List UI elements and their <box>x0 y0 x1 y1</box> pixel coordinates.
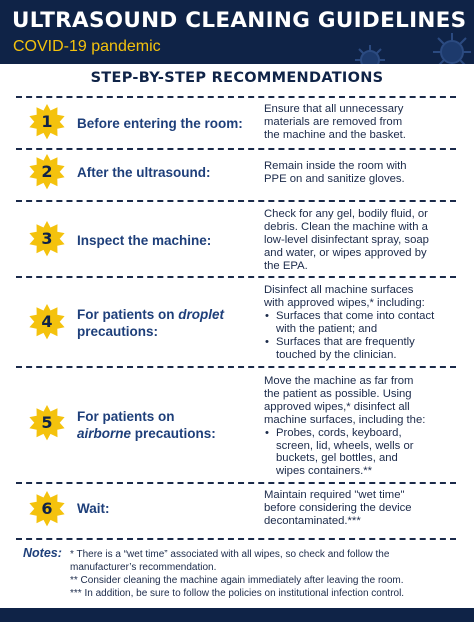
note-line: ** Consider cleaning the machine again immediately after leaving the room. <box>70 575 404 586</box>
step-label: For patients on droplet precautions: <box>77 307 224 339</box>
sun-badge-icon <box>28 405 66 443</box>
divider <box>16 200 456 202</box>
svg-text:1: 1 <box>41 112 53 131</box>
divider <box>16 276 456 278</box>
bullet-item: • Surfaces that are frequently touched by the clinician. <box>264 336 464 362</box>
step-number-badge <box>28 304 66 342</box>
svg-text:2: 2 <box>41 162 53 181</box>
virus-icon <box>352 42 388 64</box>
step-label: After the ultrasound: <box>77 165 211 180</box>
svg-text:6: 6 <box>41 499 53 518</box>
step-label: Wait: <box>77 501 110 516</box>
step-label: Before entering the room: <box>77 116 243 131</box>
sun-badge-icon <box>28 154 66 192</box>
sun-badge-icon <box>28 491 66 529</box>
svg-text:3: 3 <box>41 229 53 248</box>
note-line: *** In addition, be sure to follow the policies on institutional infection control. <box>70 588 405 599</box>
header-banner <box>0 0 474 64</box>
step-number-badge <box>28 154 66 192</box>
bullet-item: • Surfaces that come into contact with the patient; and <box>264 310 464 336</box>
svg-text:5: 5 <box>41 413 53 432</box>
divider <box>16 148 456 150</box>
page-subtitle: COVID-19 pandemic <box>13 38 161 55</box>
divider <box>16 538 456 540</box>
step-description: Disinfect all machine surfaces with approved wipes,* including: • Surfaces that come into contact with the patient; and • Surfaces that are frequently touched by the clinician. <box>264 284 464 361</box>
step-label: For patients on airborne precautions: <box>77 409 216 441</box>
bullet-item: • Probes, cords, keyboard, screen, lid, wheels, wells or buckets, gel bottles, and wipes containers.** <box>264 427 464 479</box>
step-description: Remain inside the room with PPE on and sanitize gloves. <box>264 160 407 185</box>
divider <box>16 482 456 484</box>
step-number-badge <box>28 221 66 259</box>
notes-label: Notes: <box>23 546 62 560</box>
step-number-badge <box>28 104 66 142</box>
step-number-badge <box>28 405 66 443</box>
sun-badge-icon <box>28 304 66 342</box>
sun-badge-icon <box>28 221 66 259</box>
svg-text:4: 4 <box>41 312 53 331</box>
step-label: Inspect the machine: <box>77 233 212 248</box>
page-title: ULTRASOUND CLEANING GUIDELINES <box>12 8 467 33</box>
virus-icon <box>430 30 474 64</box>
section-heading: STEP-BY-STEP RECOMMENDATIONS <box>90 70 384 86</box>
note-line: * There is a “wet time” associated with all wipes, so check and follow the <box>70 549 390 560</box>
step-description: Move the machine as far from the patient as possible. Using approved wipes,* disinfect all machine surfaces, including the: • Probes, cords, keyboard, screen, lid, wheels, wells or buckets, gel bottles, and wipes containers.** <box>264 375 464 478</box>
step-number-badge <box>28 491 66 529</box>
step-description: Check for any gel, bodily fluid, or debris. Clean the machine with a low-level disinfectant spray, soap and water, or wipes approved by the EPA. <box>264 208 429 272</box>
step-description: Maintain required "wet time" before considering the device decontaminated.*** <box>264 489 412 527</box>
sun-badge-icon <box>28 104 66 142</box>
divider <box>16 96 456 98</box>
divider <box>16 366 456 368</box>
step-description: Ensure that all unnecessary materials are removed from the machine and the basket. <box>264 103 406 141</box>
note-line: manufacturer’s recommendation. <box>70 562 217 573</box>
footer-bar <box>0 608 474 622</box>
